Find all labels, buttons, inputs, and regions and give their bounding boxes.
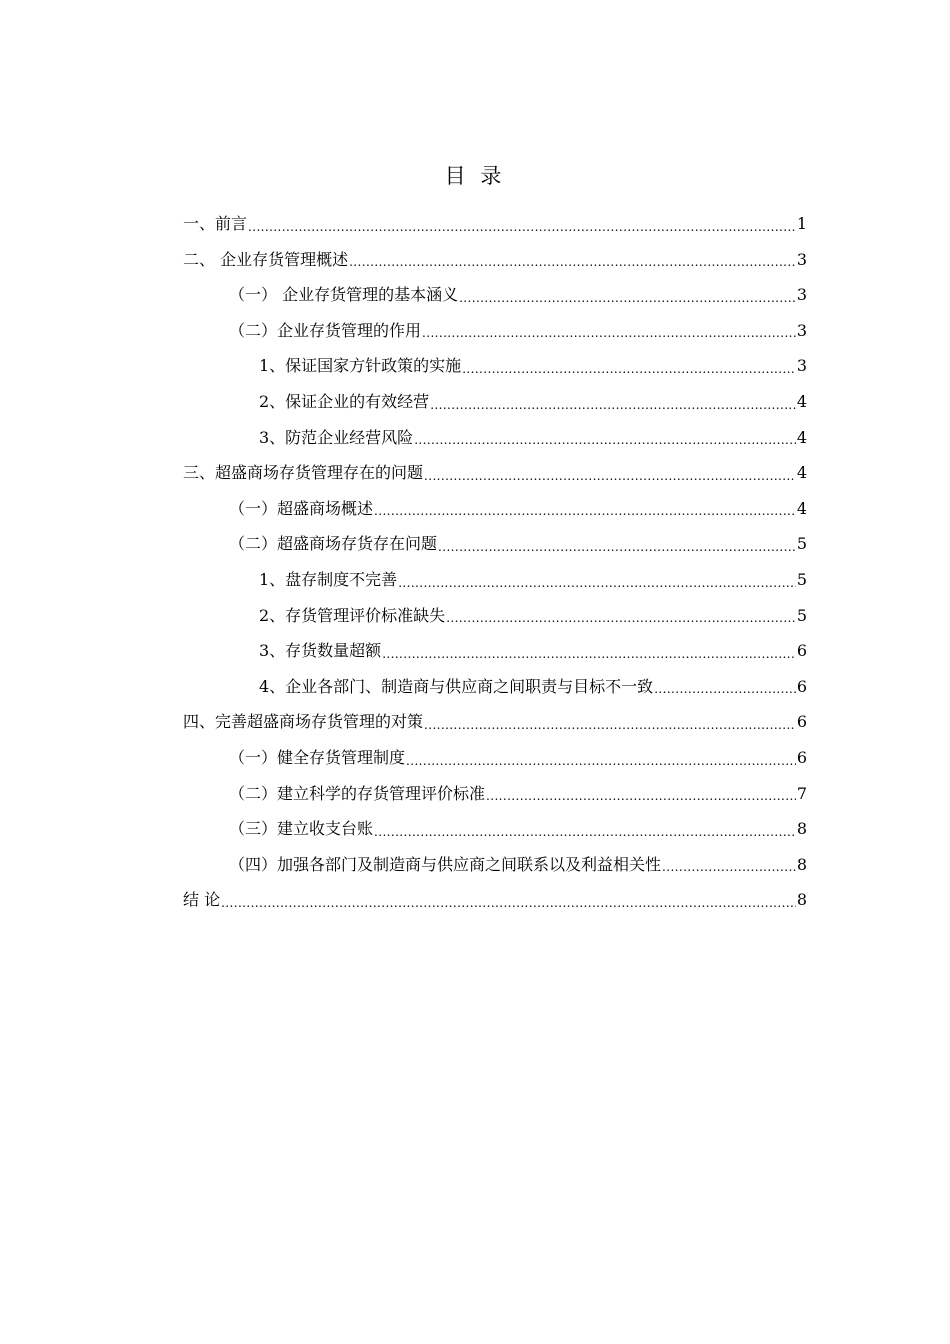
toc-dot-leader	[398, 568, 796, 598]
toc-entry-title: 四、完善超盛商场存货管理的对策	[183, 712, 424, 732]
toc-entry[interactable]	[183, 562, 807, 598]
toc-page-number: 8	[796, 854, 807, 874]
toc-page-number: 1	[796, 214, 807, 233]
toc-entry[interactable]	[183, 598, 807, 634]
toc-page-number: 3	[796, 249, 807, 269]
toc-entry[interactable]	[183, 420, 807, 456]
toc-entry-title: （二）建立科学的存货管理评价标准	[229, 783, 486, 803]
toc-entry-title: 4、企业各部门、制造商与供应商之间职责与目标不一致	[259, 676, 654, 696]
toc-page-number: 5	[796, 605, 807, 625]
toc-entry-title: 2、保证企业的有效经营	[259, 391, 430, 411]
toc-entry-title: （一）健全存货管理制度	[229, 747, 406, 767]
toc-page-number: 8	[796, 819, 807, 839]
toc-entry[interactable]	[183, 384, 807, 420]
toc-entry-title: 二、 企业存货管理概述	[183, 249, 349, 269]
toc-entry-title: 一、前言	[183, 214, 248, 233]
toc-entry[interactable]	[183, 242, 807, 278]
toc-page-number: 5	[796, 534, 807, 554]
toc-entry[interactable]	[183, 455, 807, 491]
toc-entry-title: 2、存货管理评价标准缺失	[259, 605, 446, 625]
toc-dot-leader	[406, 746, 796, 776]
toc-entry[interactable]	[183, 776, 807, 812]
toc-dot-leader	[248, 212, 796, 242]
toc-page-number: 3	[796, 356, 807, 376]
toc-entry[interactable]	[183, 847, 807, 883]
toc-dot-leader	[221, 888, 796, 918]
toc-entry[interactable]	[183, 633, 807, 669]
toc-dot-leader	[382, 639, 796, 669]
toc-entry-title: （二）超盛商场存货存在问题	[229, 534, 438, 554]
toc-page-number: 4	[796, 391, 807, 411]
toc-dot-leader	[462, 354, 796, 384]
toc-dot-leader	[430, 390, 796, 420]
toc-entry[interactable]	[183, 491, 807, 527]
toc-entry-title: 3、防范企业经营风险	[259, 427, 414, 447]
toc-entry[interactable]	[183, 206, 807, 242]
toc-page-number: 5	[796, 569, 807, 589]
toc-dot-leader	[446, 603, 796, 633]
toc-entry-title: 3、存货数量超额	[259, 641, 382, 661]
toc-page-number: 4	[796, 427, 807, 447]
toc-page-number: 6	[796, 676, 807, 696]
toc-entry-title: 1、盘存制度不完善	[259, 569, 398, 589]
toc-page-number: 3	[796, 320, 807, 340]
toc-dot-leader	[349, 247, 796, 277]
toc-entry-title: （一） 企业存货管理的基本涵义	[229, 285, 459, 305]
toc-entry-title: （三）建立收支台账	[229, 819, 374, 839]
toc-entry[interactable]	[183, 277, 807, 313]
toc-entry-title: （四）加强各部门及制造商与供应商之间联系以及利益相关性	[229, 854, 662, 874]
page-title: 目 录	[444, 164, 506, 188]
toc-dot-leader	[374, 817, 796, 847]
toc-dot-leader	[424, 710, 796, 740]
toc-dot-leader	[414, 425, 796, 455]
toc-page-number: 4	[796, 498, 807, 518]
toc-page-number: 4	[796, 463, 807, 483]
toc-entry-title: （一）超盛商场概述	[229, 498, 374, 518]
toc-dot-leader	[459, 283, 796, 313]
toc-entry[interactable]	[183, 740, 807, 776]
toc-entry[interactable]	[183, 669, 807, 705]
toc-entry[interactable]	[183, 348, 807, 384]
toc-entry[interactable]	[183, 882, 807, 918]
toc-entry[interactable]	[183, 811, 807, 847]
toc-page-number: 7	[796, 783, 807, 803]
toc-dot-leader	[374, 496, 796, 526]
toc-page-number: 3	[796, 285, 807, 305]
toc-entry-title: 1、保证国家方针政策的实施	[259, 356, 462, 376]
toc-entry-title: 三、超盛商场存货管理存在的问题	[183, 463, 424, 483]
toc-dot-leader	[654, 674, 796, 704]
toc-page-number: 6	[796, 747, 807, 767]
toc-entry[interactable]	[183, 313, 807, 349]
toc-page-number: 6	[796, 712, 807, 732]
toc-dot-leader	[486, 781, 796, 811]
table-of-contents	[183, 206, 807, 918]
toc-entry-title: 结 论	[183, 890, 221, 910]
toc-dot-leader	[438, 532, 796, 562]
toc-dot-leader	[422, 318, 796, 348]
toc-dot-leader	[424, 461, 796, 491]
toc-entry[interactable]	[183, 526, 807, 562]
toc-dot-leader	[662, 852, 796, 882]
toc-entry[interactable]	[183, 704, 807, 740]
toc-page-number: 6	[796, 641, 807, 661]
toc-entry-title: （二）企业存货管理的作用	[229, 320, 422, 340]
toc-page-number: 8	[796, 890, 807, 910]
